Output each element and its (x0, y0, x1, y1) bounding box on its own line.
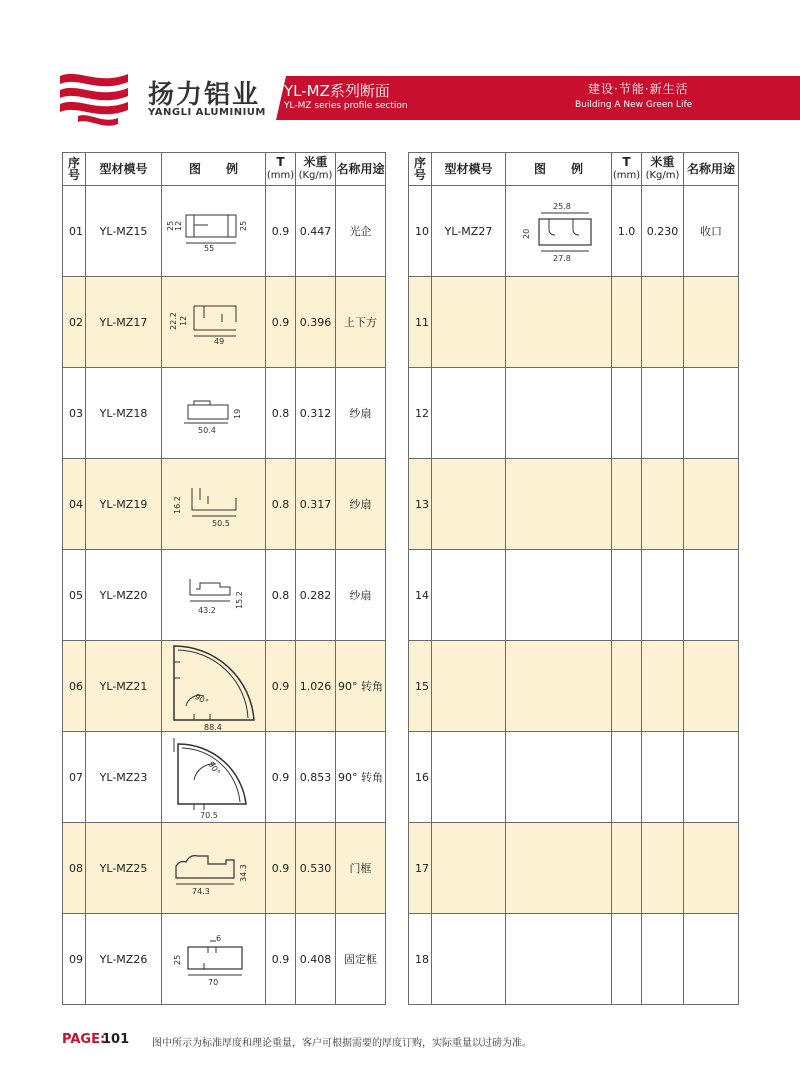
row-model: YL-MZ23 (86, 732, 162, 823)
svg-text:50.4: 50.4 (197, 426, 216, 435)
col-usage: 名称用途 (336, 153, 386, 186)
slogan-en: Building A New Green Life (575, 100, 693, 110)
page-number: 101 (102, 1032, 130, 1047)
row-weight (642, 914, 684, 1005)
row-thickness: 0.9 (266, 641, 296, 732)
profile-mz17-drawing (164, 292, 264, 352)
svg-text:25: 25 (238, 220, 248, 231)
col-model: 型材模号 (432, 153, 506, 186)
profile-drawing (506, 914, 612, 1005)
table-row (63, 732, 386, 823)
row-weight (642, 823, 684, 914)
col-model: 型材模号 (86, 153, 162, 186)
table-row (63, 277, 386, 368)
row-weight: 0.853 (296, 732, 336, 823)
col-usage: 名称用途 (684, 153, 739, 186)
svg-text:74.3: 74.3 (191, 887, 210, 896)
row-model: YL-MZ27 (432, 186, 506, 277)
row-no: 05 (63, 550, 86, 641)
table-row (63, 823, 386, 914)
table-row (409, 186, 739, 277)
profile-drawing (162, 277, 266, 368)
profile-drawing (506, 368, 612, 459)
row-usage: 90° 转角 (336, 641, 386, 732)
svg-text:25.8: 25.8 (552, 202, 571, 211)
profile-mz18-drawing (164, 383, 264, 443)
row-model: YL-MZ25 (86, 823, 162, 914)
row-thickness: 0.8 (266, 459, 296, 550)
row-model (432, 277, 506, 368)
row-thickness: 0.8 (266, 550, 296, 641)
row-weight (642, 732, 684, 823)
row-thickness: 0.8 (266, 368, 296, 459)
row-weight: 0.530 (296, 823, 336, 914)
row-usage (684, 823, 739, 914)
table-row (409, 368, 739, 459)
yangli-logo-icon (58, 68, 130, 128)
row-no: 04 (63, 459, 86, 550)
svg-text:12: 12 (178, 315, 188, 326)
profile-drawing (506, 277, 612, 368)
profile-drawing (506, 732, 612, 823)
col-figure: 图 例 (506, 153, 612, 186)
row-thickness: 1.0 (612, 186, 642, 277)
profile-drawing (162, 550, 266, 641)
row-model (432, 368, 506, 459)
row-model (432, 641, 506, 732)
row-usage: 90° 转角 (336, 732, 386, 823)
row-thickness: 0.9 (266, 823, 296, 914)
table-row (63, 550, 386, 641)
profile-table-left (62, 152, 386, 1005)
row-thickness (612, 732, 642, 823)
profile-drawing (506, 186, 612, 277)
svg-text:34.3: 34.3 (238, 864, 248, 882)
row-usage (684, 641, 739, 732)
table-row (63, 914, 386, 1005)
svg-text:25: 25 (172, 954, 182, 965)
row-usage (684, 368, 739, 459)
svg-text:19: 19 (232, 408, 242, 419)
footnote: 图中所示为标准厚度和理论重量，客户可根据需要的厚度订购，实际重量以过磅为准。 (152, 1038, 532, 1049)
table-row (409, 550, 739, 641)
row-thickness (612, 641, 642, 732)
row-model: YL-MZ18 (86, 368, 162, 459)
svg-text:90°: 90° (205, 759, 222, 777)
profile-drawing (506, 459, 612, 550)
profile-mz23-drawing (164, 734, 264, 820)
row-weight: 0.282 (296, 550, 336, 641)
profile-mz21-drawing (164, 642, 264, 730)
row-no: 07 (63, 732, 86, 823)
row-usage (684, 732, 739, 823)
row-no: 13 (409, 459, 432, 550)
row-no: 02 (63, 277, 86, 368)
profile-drawing (506, 550, 612, 641)
table-row (409, 823, 739, 914)
page-label: PAGE: (62, 1032, 106, 1047)
row-no: 18 (409, 914, 432, 1005)
table-row (63, 186, 386, 277)
series-subtitle: YL-MZ series profile section (284, 101, 408, 111)
profile-mz27-drawing (509, 199, 609, 263)
col-figure: 图 例 (162, 153, 266, 186)
profile-mz19-drawing (164, 474, 264, 534)
col-thickness: T (mm) (612, 153, 642, 186)
col-weight: 米重 (Kg/m) (642, 153, 684, 186)
row-usage: 纱扇 (336, 459, 386, 550)
row-no: 16 (409, 732, 432, 823)
profile-drawing (162, 186, 266, 277)
row-model: YL-MZ20 (86, 550, 162, 641)
col-no: 序号 (63, 153, 86, 186)
profile-table-right (408, 152, 739, 1005)
row-weight (642, 550, 684, 641)
row-no: 14 (409, 550, 432, 641)
row-usage (684, 914, 739, 1005)
table-row (63, 641, 386, 732)
row-model: YL-MZ15 (86, 186, 162, 277)
svg-text:55: 55 (203, 244, 214, 253)
col-thickness: T (mm) (266, 153, 296, 186)
brand-name-cn: 扬力铝业 (148, 80, 261, 110)
row-model: YL-MZ26 (86, 914, 162, 1005)
row-thickness: 0.9 (266, 186, 296, 277)
svg-text:88.4: 88.4 (203, 723, 222, 730)
svg-text:20: 20 (521, 228, 531, 239)
profile-mz15-drawing (164, 201, 264, 261)
row-model: YL-MZ21 (86, 641, 162, 732)
svg-text:90°: 90° (192, 691, 210, 707)
series-title: YL-MZ系列断面 (284, 82, 390, 100)
row-model (432, 550, 506, 641)
row-thickness (612, 914, 642, 1005)
svg-text:12: 12 (173, 220, 183, 231)
row-no: 09 (63, 914, 86, 1005)
table-row (409, 641, 739, 732)
row-usage: 门框 (336, 823, 386, 914)
row-weight: 0.230 (642, 186, 684, 277)
row-weight: 0.312 (296, 368, 336, 459)
row-usage (684, 550, 739, 641)
profile-drawing (162, 823, 266, 914)
profile-drawing (506, 823, 612, 914)
profile-drawing (162, 641, 266, 732)
row-weight (642, 641, 684, 732)
row-thickness (612, 823, 642, 914)
svg-text:70: 70 (207, 978, 218, 987)
svg-text:49: 49 (213, 337, 224, 346)
row-thickness: 0.9 (266, 277, 296, 368)
svg-text:16.2: 16.2 (172, 496, 182, 514)
profile-drawing (162, 368, 266, 459)
row-model (432, 823, 506, 914)
row-weight: 0.396 (296, 277, 336, 368)
table-row (409, 914, 739, 1005)
row-model (432, 914, 506, 1005)
slogan: 建设·节能·新生活 (588, 82, 689, 96)
svg-text:27.8: 27.8 (552, 254, 571, 263)
svg-text:22.2: 22.2 (168, 312, 178, 330)
table-row (409, 732, 739, 823)
row-model (432, 459, 506, 550)
row-weight: 0.317 (296, 459, 336, 550)
row-usage: 光企 (336, 186, 386, 277)
table-header-row (409, 153, 739, 186)
row-thickness (612, 459, 642, 550)
row-weight: 0.447 (296, 186, 336, 277)
svg-text:43.2: 43.2 (197, 606, 216, 615)
row-weight (642, 368, 684, 459)
row-model (432, 732, 506, 823)
row-no: 01 (63, 186, 86, 277)
row-no: 15 (409, 641, 432, 732)
row-usage: 上下方 (336, 277, 386, 368)
row-model: YL-MZ19 (86, 459, 162, 550)
row-usage: 固定框 (336, 914, 386, 1005)
profile-drawing (506, 641, 612, 732)
row-no: 08 (63, 823, 86, 914)
row-weight: 1.026 (296, 641, 336, 732)
row-usage: 纱扇 (336, 550, 386, 641)
svg-text:70.5: 70.5 (199, 811, 218, 820)
row-weight (642, 459, 684, 550)
row-usage (684, 459, 739, 550)
svg-text:15.2: 15.2 (234, 591, 244, 609)
row-thickness (612, 368, 642, 459)
col-no: 序号 (409, 153, 432, 186)
row-no: 06 (63, 641, 86, 732)
profile-drawing (162, 732, 266, 823)
table-header-row (63, 153, 386, 186)
profile-mz25-drawing (164, 838, 264, 898)
svg-text:25: 25 (165, 220, 175, 231)
row-thickness (612, 277, 642, 368)
profile-drawing (162, 459, 266, 550)
row-thickness (612, 550, 642, 641)
table-row (409, 459, 739, 550)
row-usage: 纱扇 (336, 368, 386, 459)
row-no: 17 (409, 823, 432, 914)
table-row (63, 368, 386, 459)
row-no: 03 (63, 368, 86, 459)
row-no: 12 (409, 368, 432, 459)
row-thickness: 0.9 (266, 914, 296, 1005)
row-no: 11 (409, 277, 432, 368)
profile-mz20-drawing (164, 565, 264, 625)
svg-text:6: 6 (215, 934, 221, 943)
row-no: 10 (409, 186, 432, 277)
row-weight (642, 277, 684, 368)
row-usage: 收口 (684, 186, 739, 277)
table-row (63, 459, 386, 550)
row-model: YL-MZ17 (86, 277, 162, 368)
profile-mz26-drawing (164, 927, 264, 991)
brand-name-en: YANGLI ALUMINIUM (148, 107, 266, 118)
profile-drawing (162, 914, 266, 1005)
col-weight: 米重 (Kg/m) (296, 153, 336, 186)
table-row (409, 277, 739, 368)
svg-text:50.5: 50.5 (211, 519, 230, 528)
row-usage (684, 277, 739, 368)
row-weight: 0.408 (296, 914, 336, 1005)
row-thickness: 0.9 (266, 732, 296, 823)
